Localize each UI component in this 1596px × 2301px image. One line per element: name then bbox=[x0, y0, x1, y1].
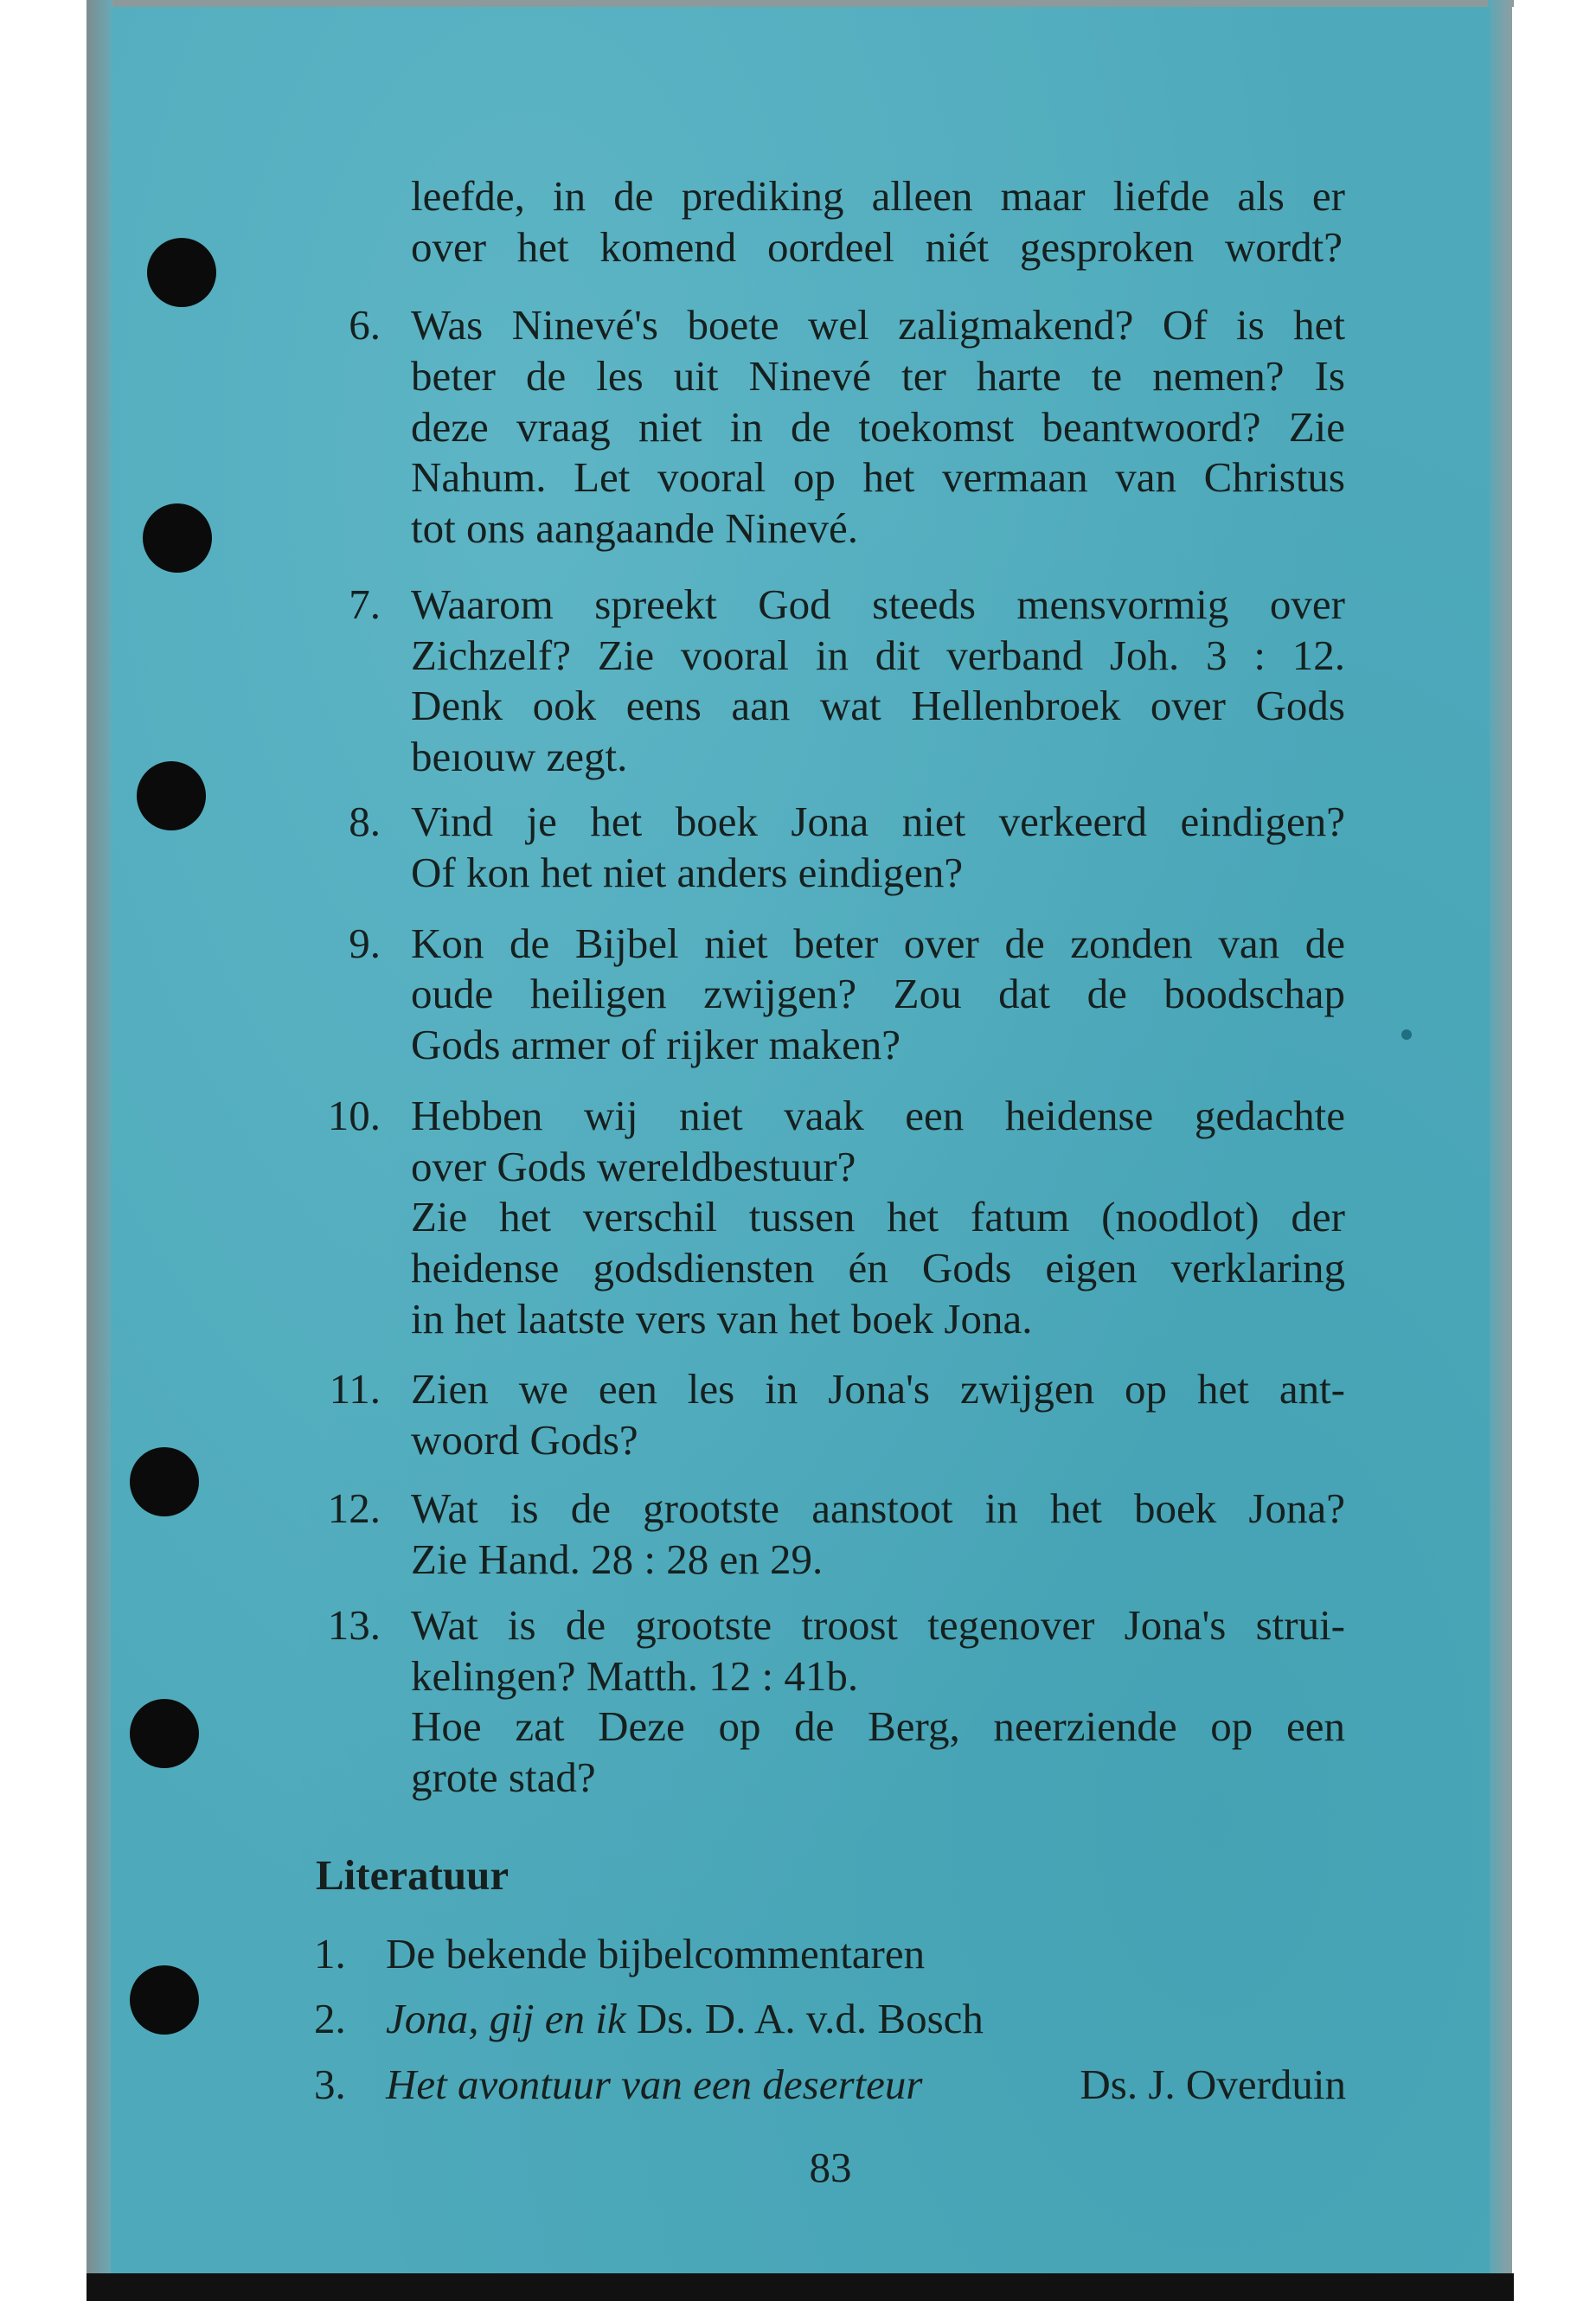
question-number: 6. bbox=[349, 301, 381, 349]
question-line: grote stad? bbox=[411, 1753, 596, 1801]
question-line: Vind je het boek Jona niet verkeerd eindigen? bbox=[411, 798, 1345, 845]
question-line: Wat is de grootste aanstoot in het boek Jona? bbox=[411, 1484, 1345, 1532]
question-number: 11. bbox=[329, 1365, 381, 1413]
continuation-line: over het komend oordeel niét gesproken wordt? bbox=[411, 223, 1343, 271]
question-line: over Gods wereldbestuur? bbox=[411, 1143, 856, 1190]
question-line: Was Ninevé's boete wel zaligmakend? Of is het bbox=[411, 301, 1345, 349]
literature-title: Het avontuur van een deserteur bbox=[386, 2061, 923, 2108]
question-line: Of kon het niet anders eindigen? bbox=[411, 849, 964, 896]
literature-number: 3. bbox=[314, 2061, 346, 2108]
punch-hole bbox=[137, 761, 206, 830]
literature-rest: De bekende bijbelcommentaren bbox=[386, 1930, 926, 1977]
question-line: woord Gods? bbox=[411, 1416, 638, 1464]
question-line: Hoe zat Deze op de Berg, neerziende op een bbox=[411, 1702, 1345, 1750]
scan-shadow-left bbox=[87, 0, 112, 2301]
punch-hole bbox=[130, 1965, 199, 2035]
question-line: deze vraag niet in de toekomst beantwoord? Zie bbox=[411, 403, 1345, 451]
punch-hole bbox=[130, 1699, 199, 1768]
punch-hole bbox=[143, 503, 212, 573]
literature-rest: Ds. D. A. v.d. Bosch bbox=[625, 1995, 984, 2042]
question-line: Zichzelf? Zie vooral in dit verband Joh. 3 : 12. bbox=[411, 631, 1345, 679]
question-line: beter de les uit Ninevé ter harte te nemen? Is bbox=[411, 352, 1345, 400]
scan-shadow-right bbox=[1488, 0, 1512, 2301]
question-line: heidense godsdiensten én Gods eigen verklaring bbox=[411, 1244, 1345, 1292]
literature-number: 1. bbox=[314, 1930, 346, 1977]
page-speck bbox=[1401, 1029, 1412, 1040]
question-line: Gods armer of rijker maken? bbox=[411, 1021, 901, 1068]
question-number: 12. bbox=[327, 1484, 381, 1532]
question-number: 10. bbox=[327, 1092, 381, 1139]
punch-hole bbox=[130, 1447, 199, 1516]
scan-shadow-top bbox=[87, 0, 1514, 7]
question-line: beıouw zegt. bbox=[411, 733, 628, 780]
question-line: oude heiligen zwijgen? Zou dat de boodschap bbox=[411, 970, 1345, 1017]
question-line: Wat is de grootste troost tegenover Jona's strui- bbox=[411, 1601, 1345, 1649]
question-line: Waarom spreekt God steeds mensvormig over bbox=[411, 580, 1345, 628]
question-line: Zien we een les in Jona's zwijgen op het ant- bbox=[411, 1365, 1345, 1413]
question-line: Zie Hand. 28 : 28 en 29. bbox=[411, 1535, 824, 1583]
question-number: 9. bbox=[349, 920, 381, 967]
literature-heading: Literatuur bbox=[316, 1851, 510, 1899]
literature-rest: Ds. J. Overduin bbox=[1080, 2061, 1346, 2108]
question-line: Denk ook eens aan wat Hellenbroek over Gods bbox=[411, 682, 1345, 729]
question-line: Nahum. Let vooral op het vermaan van Christus bbox=[411, 453, 1345, 501]
question-number: 8. bbox=[349, 798, 381, 845]
punch-hole bbox=[147, 238, 216, 307]
question-line: tot ons aangaande Ninevé. bbox=[411, 504, 859, 552]
question-number: 7. bbox=[349, 580, 381, 628]
literature-number: 2. bbox=[314, 1995, 346, 2042]
question-line: Hebben wij niet vaak een heidense gedachte bbox=[411, 1092, 1345, 1139]
question-line: Kon de Bijbel niet beter over de zonden van de bbox=[411, 920, 1345, 967]
question-line: kelingen? Matth. 12 : 41b. bbox=[411, 1652, 859, 1700]
page-number: 83 bbox=[809, 2144, 852, 2191]
literature-title: Jona, gij en ik bbox=[386, 1995, 626, 2042]
literature-item bbox=[386, 1994, 984, 2045]
continuation-line: leefde, in de prediking alleen maar liefde als er bbox=[411, 172, 1345, 220]
scan-bottom-edge bbox=[87, 2273, 1514, 2301]
question-line: Zie het verschil tussen het fatum (noodlot) der bbox=[411, 1193, 1345, 1240]
question-line: in het laatste vers van het boek Jona. bbox=[411, 1295, 1033, 1343]
question-number: 13. bbox=[327, 1601, 381, 1649]
literature-item bbox=[386, 2060, 1346, 2111]
literature-item bbox=[386, 1929, 925, 1980]
